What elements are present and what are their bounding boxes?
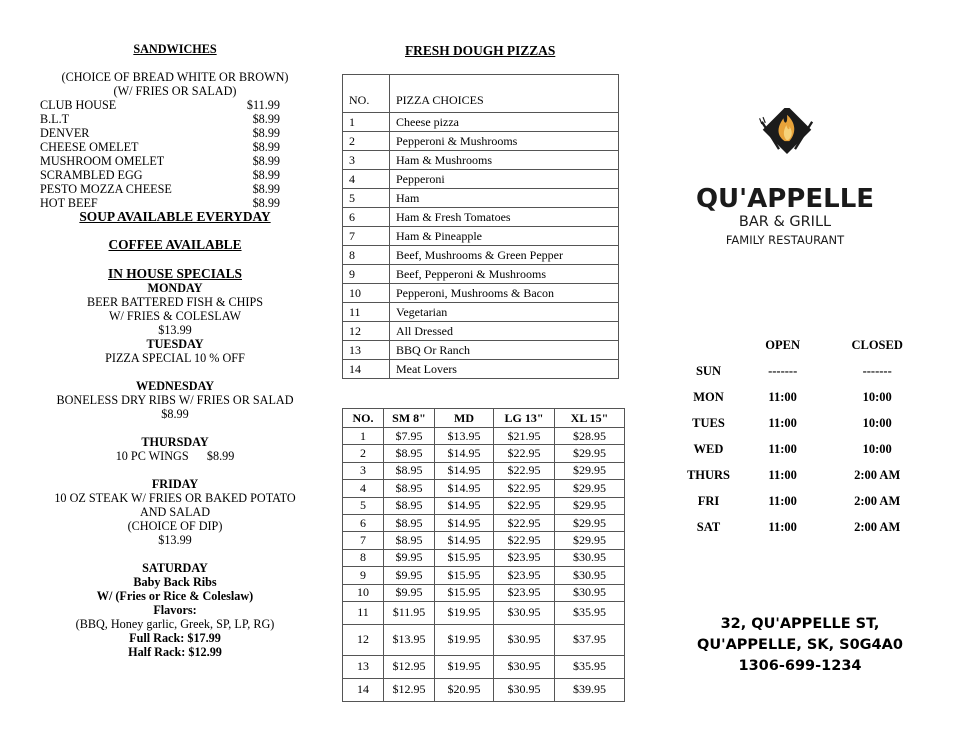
phone-number: 1306-699-1234: [738, 658, 862, 674]
restaurant-subtitle: BAR & GRILL: [738, 214, 832, 230]
header-no: NO.: [343, 75, 390, 113]
special-tuesday: TUESDAY PIZZA SPECIAL 10 % OFF: [105, 337, 245, 365]
restaurant-name: QU'APPELLE: [695, 184, 875, 214]
pizza-choices-table: [342, 74, 619, 379]
table-row: 3 $8.95 $14.95 $22.95 $29.95: [343, 462, 625, 479]
sandwich-item: HOT BEEF $8.99: [40, 196, 280, 210]
hours-row: WED 11:00 10:00: [693, 441, 892, 456]
sandwiches-note-bread: (CHOICE OF BREAD WHITE OR BROWN): [61, 70, 289, 84]
table-row: 14 $12.95 $20.95 $30.95 $39.95: [343, 678, 625, 701]
address-block: [695, 614, 905, 677]
table-row: 5 $8.95 $14.95 $22.95 $29.95: [343, 497, 625, 514]
pizza-prices-table: [342, 408, 625, 702]
header-pizza-choices: PIZZA CHOICES: [390, 75, 619, 113]
table-header-row: [343, 75, 619, 113]
flame-fork-knife-icon: [692, 108, 882, 188]
sandwiches-title: SANDWICHES: [133, 42, 217, 56]
table-row: 12 $13.95 $19.95 $30.95 $37.95: [343, 624, 625, 655]
table-row: 7 $8.95 $14.95 $22.95 $29.95: [343, 532, 625, 549]
special-saturday: SATURDAY Baby Back Ribs W/ (Fries or Rice & Coleslaw) Flavors: (BBQ, Honey garlic, Greek, SP, LP, RG) Full Rack: $17.99 Half Rack: $12.99: [75, 561, 275, 659]
header-md: MD: [435, 409, 494, 428]
hours-row: FRI 11:00 2:00 AM: [697, 493, 901, 508]
coffee-notice: COFFEE AVAILABLE: [108, 237, 242, 252]
hours-row: THURS 11:00 2:00 AM: [686, 467, 901, 482]
left-column: [40, 42, 310, 659]
table-row: 1 $7.95 $13.95 $21.95 $28.95: [343, 428, 625, 445]
table-row: 3 Ham & Mushrooms: [343, 151, 619, 170]
table-row: 11 $11.95 $19.95 $30.95 $35.95: [343, 601, 625, 624]
hours-closed-header: CLOSED: [851, 337, 903, 352]
table-row: 6 $8.95 $14.95 $22.95 $29.95: [343, 514, 625, 531]
table-row: 1 Cheese pizza: [343, 113, 619, 132]
hours-row: SUN ------- -------: [695, 363, 892, 378]
address-line-1: 32, QU'APPELLE ST,: [720, 616, 880, 632]
sandwich-item: PESTO MOZZA CHEESE $8.99: [40, 182, 280, 196]
sandwich-item: SCRAMBLED EGG $8.99: [40, 168, 280, 182]
sandwich-item: MUSHROOM OMELET $8.99: [40, 154, 280, 168]
table-row: 10 Pepperoni, Mushrooms & Bacon: [343, 284, 619, 303]
table-row: 5 Ham: [343, 189, 619, 208]
sandwiches-note-side: (W/ FRIES OR SALAD): [113, 84, 237, 98]
table-row: 4 $8.95 $14.95 $22.95 $29.95: [343, 480, 625, 497]
header-lg: LG 13": [494, 409, 555, 428]
header-xl: XL 15": [555, 409, 625, 428]
header-no: NO.: [343, 409, 384, 428]
address-line-2: QU'APPELLE, SK, S0G4A0: [697, 637, 903, 653]
table-row: 12 All Dressed: [343, 322, 619, 341]
table-row: 11 Vegetarian: [343, 303, 619, 322]
special-monday: MONDAY BEER BATTERED FISH & CHIPS W/ FRIES & COLESLAW $13.99: [86, 281, 264, 337]
restaurant-tagline: FAMILY RESTAURANT: [725, 233, 845, 247]
table-row: 8 $9.95 $15.95 $23.95 $30.95: [343, 549, 625, 566]
table-row: 13 BBQ Or Ranch: [343, 341, 619, 360]
hours-open-header: OPEN: [765, 337, 801, 352]
hours-header-row: [678, 332, 928, 358]
sandwich-item: CHEESE OMELET $8.99: [40, 140, 280, 154]
sandwich-list: [40, 98, 310, 210]
sandwich-item: CLUB HOUSE $11.99: [40, 98, 280, 112]
table-row: 7 Ham & Pineapple: [343, 227, 619, 246]
specials-title: IN HOUSE SPECIALS: [108, 266, 242, 281]
sandwich-item: DENVER $8.99: [40, 126, 280, 140]
soup-notice: SOUP AVAILABLE EVERYDAY: [79, 209, 271, 224]
table-row: 9 $9.95 $15.95 $23.95 $30.95: [343, 567, 625, 584]
table-row: 2 $8.95 $14.95 $22.95 $29.95: [343, 445, 625, 462]
table-row: 10 $9.95 $15.95 $23.95 $30.95: [343, 584, 625, 601]
table-header-row: [343, 409, 625, 428]
sandwich-item: B.L.T $8.99: [40, 112, 280, 126]
special-thursday: THURSDAY 10 PC WINGS $8.99: [115, 435, 235, 463]
table-row: 8 Beef, Mushrooms & Green Pepper: [343, 246, 619, 265]
table-row: 6 Ham & Fresh Tomatoes: [343, 208, 619, 227]
pizzas-title: FRESH DOUGH PIZZAS: [405, 43, 556, 58]
header-sm: SM 8": [384, 409, 435, 428]
table-row: 13 $12.95 $19.95 $30.95 $35.95: [343, 655, 625, 678]
table-row: 4 Pepperoni: [343, 170, 619, 189]
table-row: 9 Beef, Pepperoni & Mushrooms: [343, 265, 619, 284]
hours-row: MON 11:00 10:00: [693, 389, 892, 404]
table-row: 2 Pepperoni & Mushrooms: [343, 132, 619, 151]
hours-row: SAT 11:00 2:00 AM: [696, 519, 901, 534]
special-friday: FRIDAY 10 OZ STEAK W/ FRIES OR BAKED POTATO AND SALAD (CHOICE OF DIP) $13.99: [54, 477, 296, 547]
hours-table: [678, 332, 928, 540]
table-row: 14 Meat Lovers: [343, 360, 619, 379]
special-wednesday: WEDNESDAY BONELESS DRY RIBS W/ FRIES OR SALAD $8.99: [56, 379, 294, 421]
hours-row: TUES 11:00 10:00: [692, 415, 892, 430]
